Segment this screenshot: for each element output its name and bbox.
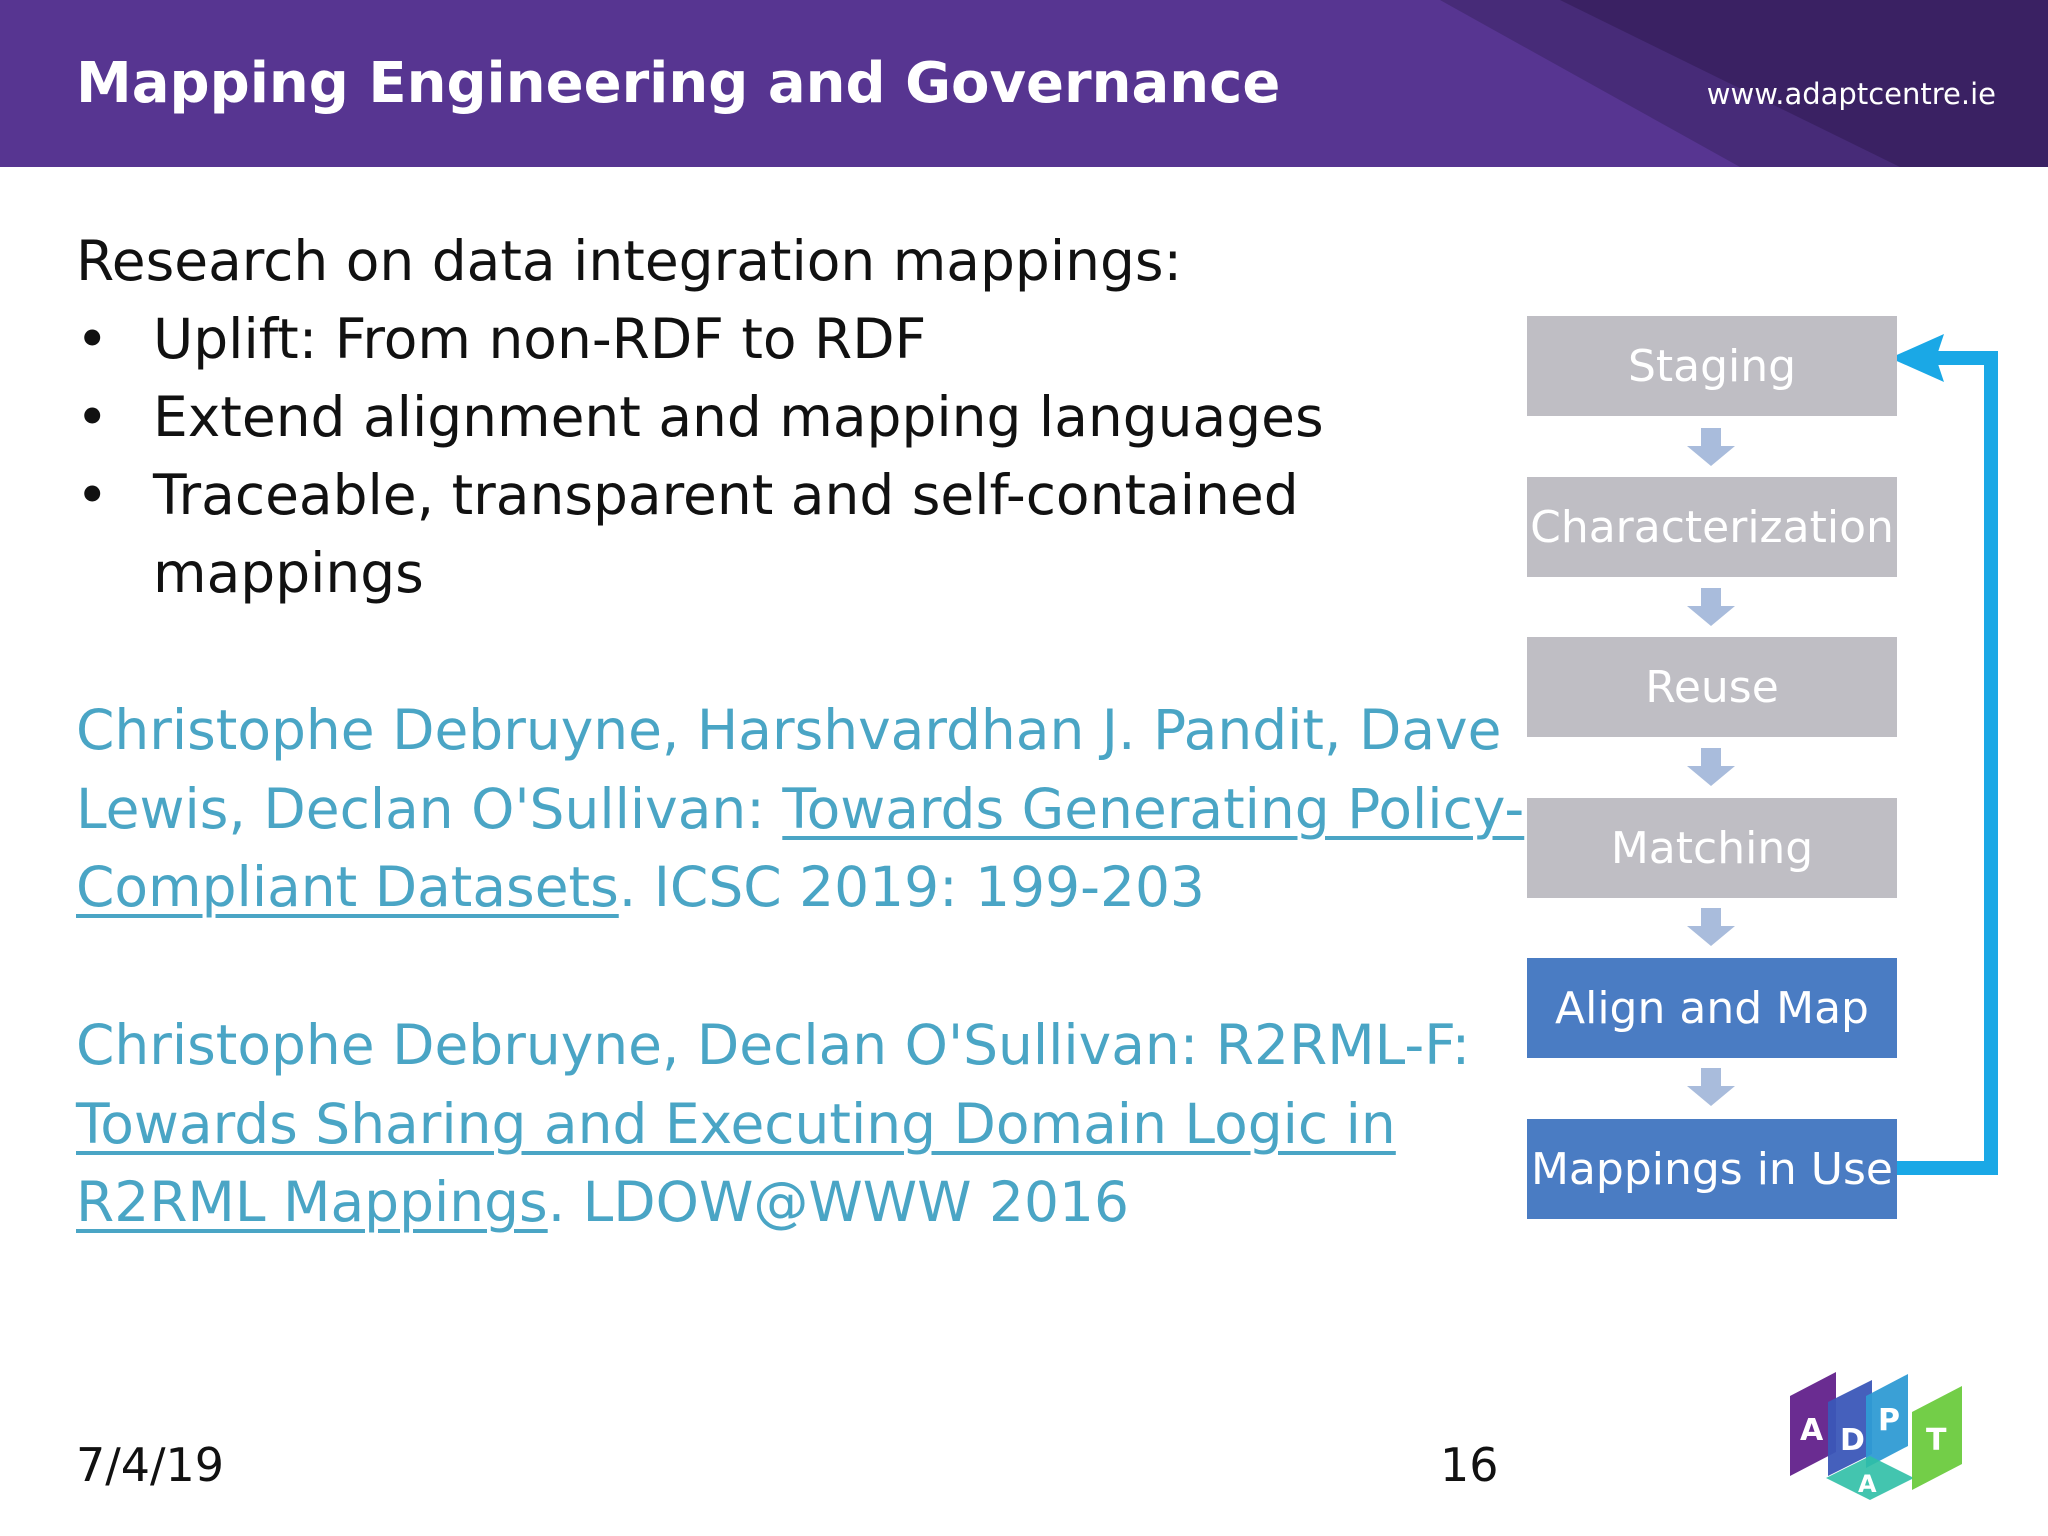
reference-authors: Christophe Debruyne, Harshvardhan J. Pandit, Dave	[76, 698, 1502, 762]
down-arrow-icon	[1687, 428, 1735, 466]
logo-letter: A	[1858, 1470, 1877, 1498]
stage-reuse: Reuse	[1527, 637, 1897, 737]
bullet-text: Extend alignment and mapping languages	[153, 385, 1324, 449]
logo-letter: T	[1926, 1423, 1947, 1458]
site-url[interactable]: www.adaptcentre.ie	[1706, 77, 1996, 111]
bullet-text-continued: mappings	[153, 541, 424, 605]
logo-letter: A	[1800, 1413, 1824, 1448]
down-arrow-icon	[1687, 1068, 1735, 1106]
bullet-text: Traceable, transparent and self-contained	[153, 463, 1299, 527]
bullet-text: Uplift: From non-RDF to RDF	[153, 307, 927, 371]
bullet-marker: •	[76, 307, 109, 371]
slide-date: 7/4/19	[76, 1438, 225, 1492]
reference-authors: Christophe Debruyne, Declan O'Sullivan: R2RML-F:	[76, 1013, 1471, 1077]
reference-link[interactable]: R2RML Mappings	[76, 1170, 548, 1234]
stage-staging: Staging	[1527, 316, 1897, 416]
reference-venue: . LDOW@WWW 2016	[547, 1170, 1129, 1234]
down-arrow-icon	[1687, 588, 1735, 626]
logo-letter: P	[1878, 1403, 1900, 1438]
adapt-logo	[1786, 1368, 2006, 1508]
loop-back-arrow-icon	[1890, 334, 1991, 1168]
logo-letter: D	[1840, 1423, 1865, 1458]
intro-text: Research on data integration mappings:	[76, 229, 1183, 293]
stage-align-and-map: Align and Map	[1527, 958, 1897, 1058]
down-arrow-icon	[1687, 748, 1735, 786]
bullet-marker: •	[76, 463, 109, 527]
reference-link[interactable]: Towards Sharing and Executing Domain Logic in	[76, 1091, 1396, 1156]
down-arrow-icon	[1687, 908, 1735, 946]
bullet-marker: •	[76, 385, 109, 449]
reference-venue: . ICSC 2019: 199-203	[618, 855, 1205, 919]
stage-characterization: Characterization	[1527, 477, 1897, 577]
reference-link[interactable]: Towards Generating Policy-	[782, 776, 1525, 841]
reference-authors: Lewis, Declan O'Sullivan:	[76, 776, 783, 841]
stage-mappings-in-use: Mappings in Use	[1527, 1119, 1897, 1219]
reference-link[interactable]: Compliant Datasets	[76, 855, 619, 919]
stage-matching: Matching	[1527, 798, 1897, 898]
slide-title: Mapping Engineering and Governance	[76, 51, 1281, 116]
page-number: 16	[1440, 1438, 1499, 1492]
